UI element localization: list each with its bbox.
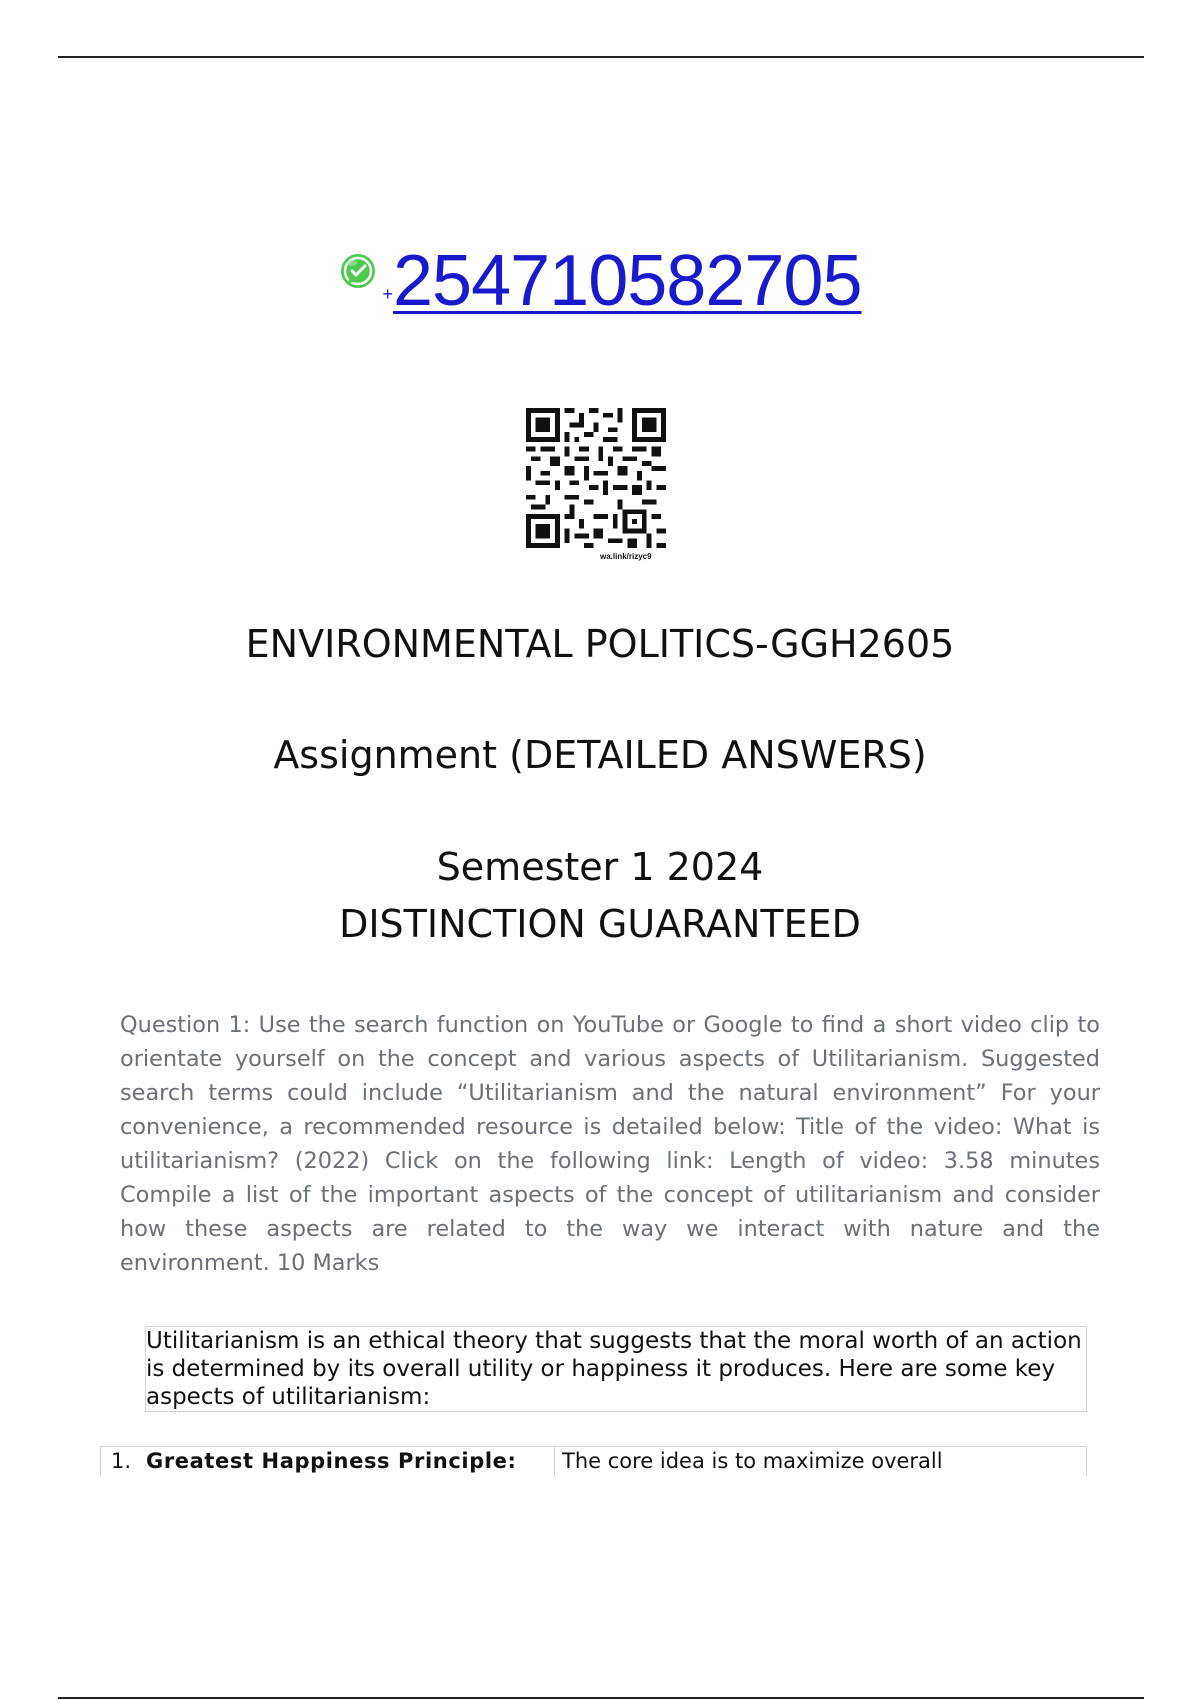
answer-point-row — [100, 1446, 1087, 1476]
course-title: ENVIRONMENTAL POLITICS-GGH2605 — [245, 622, 955, 666]
assignment-title: Assignment (DETAILED ANSWERS) — [273, 733, 927, 777]
top-rule — [58, 56, 1144, 58]
qr-code-graphic — [526, 408, 666, 548]
whatsapp-icon — [338, 251, 378, 291]
answer-intro: Utilitarianism is an ethical theory that suggests that the moral worth of an action is determined by its overall utility or happiness it produces. Here are some key aspects of utilitarianism: — [146, 1328, 1082, 1410]
phone-plus: + — [382, 284, 393, 304]
contact-row — [0, 241, 1200, 335]
point-title: Greatest Happiness Principle: — [146, 1449, 517, 1473]
bottom-rule — [58, 1697, 1144, 1699]
semester-title: Semester 1 2024 — [436, 845, 764, 889]
point-number: 1. — [111, 1449, 132, 1473]
qr-code[interactable] — [526, 408, 676, 561]
point-text: The core idea is to maximize overall — [562, 1449, 943, 1473]
question-text: Question 1: Use the search function on YouTube or Google to find a short video clip to orientate yourself on the concept and various aspects of Utilitarianism. Suggested search terms could include “Utilitarianism and the natural environment” For your convenience, a recommended resource is detailed below: Title of the video: What is utilitarianism? (2022) Click on the following link: Length of video: 3.58 minutes Compile a list of the important aspects of the concept of utilitarianism and consider how these aspects are related to the way we interact with nature and the environment. 10 Marks — [120, 1012, 1100, 1276]
guarantee-title: DISTINCTION GUARANTEED — [339, 902, 861, 946]
column-divider — [554, 1447, 555, 1476]
answer-intro-box — [145, 1326, 1087, 1412]
phone-link[interactable]: 254710582705 — [393, 241, 862, 321]
qr-caption: wa.link/rizyc9 — [600, 552, 652, 561]
